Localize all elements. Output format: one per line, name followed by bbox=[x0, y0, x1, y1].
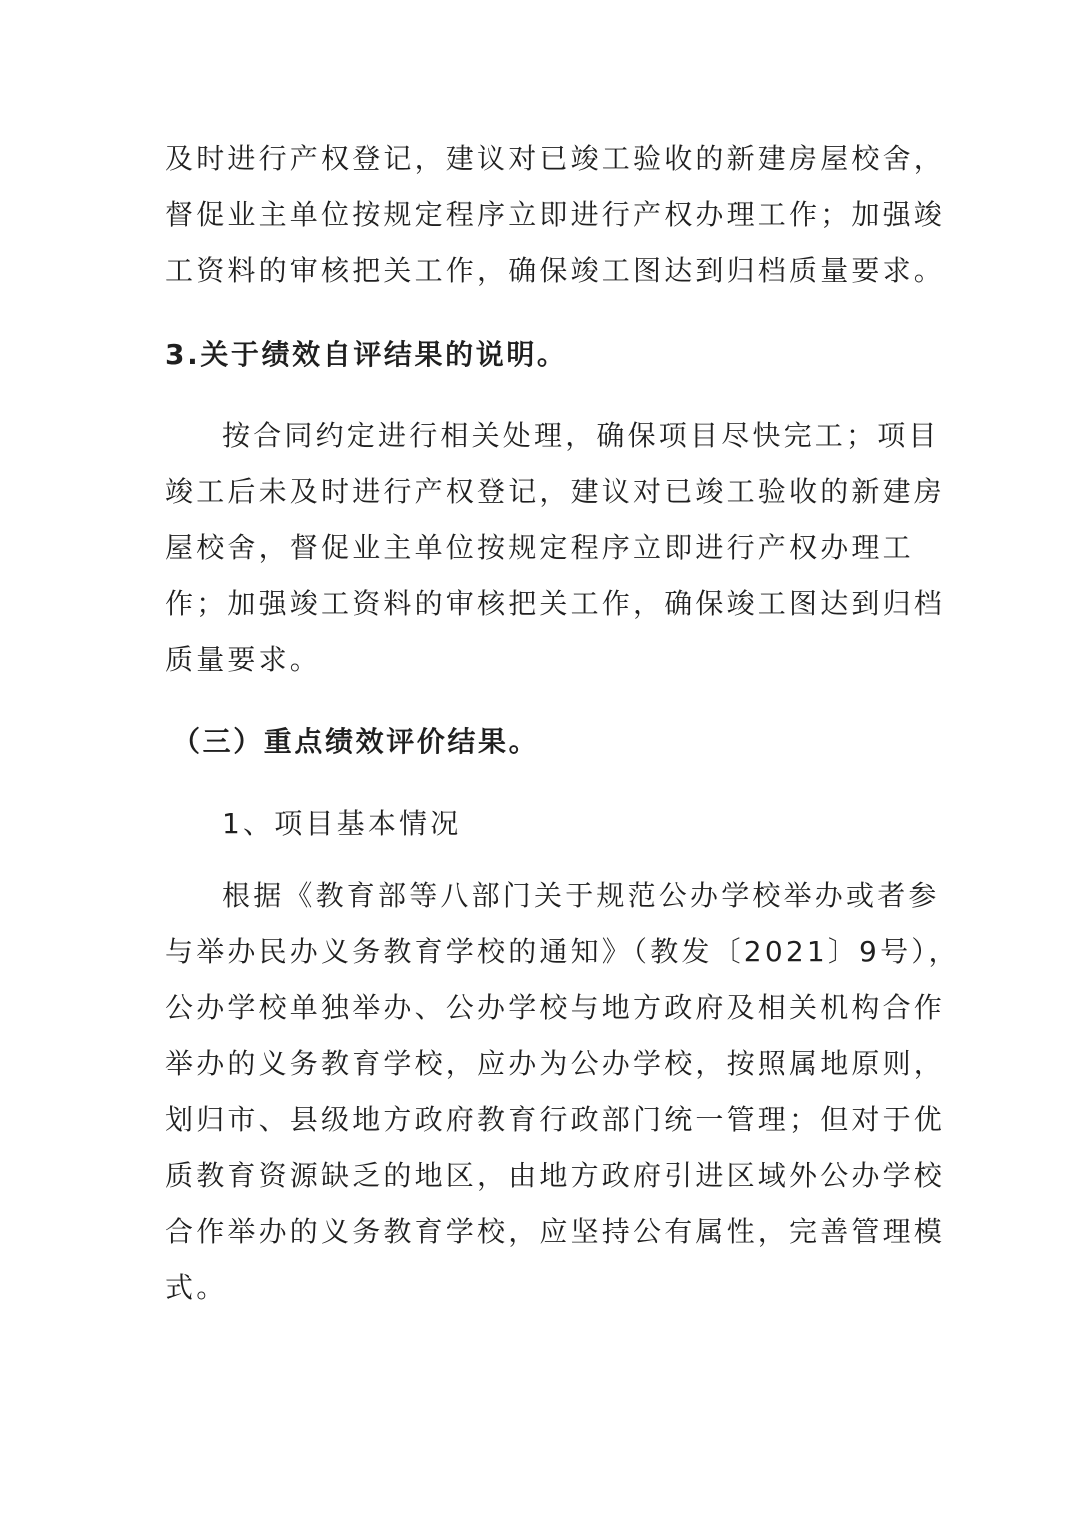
paragraph-line: 质教育资源缺乏的地区，由地方政府引进区域外公办学校 bbox=[165, 1159, 946, 1192]
paragraph-line: 合作举办的义务教育学校，应坚持公有属性，完善管理模 bbox=[165, 1215, 946, 1248]
paragraph-line: 举办的义务教育学校，应办为公办学校，按照属地原则， bbox=[165, 1047, 946, 1080]
paragraph-line: 式。 bbox=[165, 1271, 228, 1304]
paragraph-line: 质量要求。 bbox=[165, 643, 322, 676]
paragraph-line: 竣工后未及时进行产权登记，建议对已竣工验收的新建房 bbox=[165, 475, 946, 508]
paragraph-line: 督促业主单位按规定程序立即进行产权办理工作；加强竣 bbox=[165, 198, 946, 231]
paragraph-line: 公办学校单独举办、公办学校与地方政府及相关机构合作 bbox=[165, 991, 946, 1024]
subheading: 1、项目基本情况 bbox=[222, 807, 462, 840]
paragraph-line: 作；加强竣工资料的审核把关工作，确保竣工图达到归档 bbox=[165, 587, 946, 620]
paragraph-line: 根据《教育部等八部门关于规范公办学校举办或者参 bbox=[222, 879, 940, 912]
paragraph-line: 划归市、县级地方政府教育行政部门统一管理；但对于优 bbox=[165, 1103, 946, 1136]
paragraph-line: 及时进行产权登记，建议对已竣工验收的新建房屋校舍， bbox=[165, 142, 946, 175]
paragraph-line: 与举办民办义务教育学校的通知》（教发〔2021〕9号）， bbox=[165, 935, 960, 968]
paragraph-line: 屋校舍，督促业主单位按规定程序立即进行产权办理工 bbox=[165, 531, 914, 564]
section-heading: （三）重点绩效评价结果。 bbox=[172, 725, 540, 758]
paragraph-line: 工资料的审核把关工作，确保竣工图达到归档质量要求。 bbox=[165, 254, 946, 287]
paragraph-line: 按合同约定进行相关处理，确保项目尽快完工；项目 bbox=[222, 419, 940, 452]
section-heading: 3.关于绩效自评结果的说明。 bbox=[165, 338, 568, 371]
